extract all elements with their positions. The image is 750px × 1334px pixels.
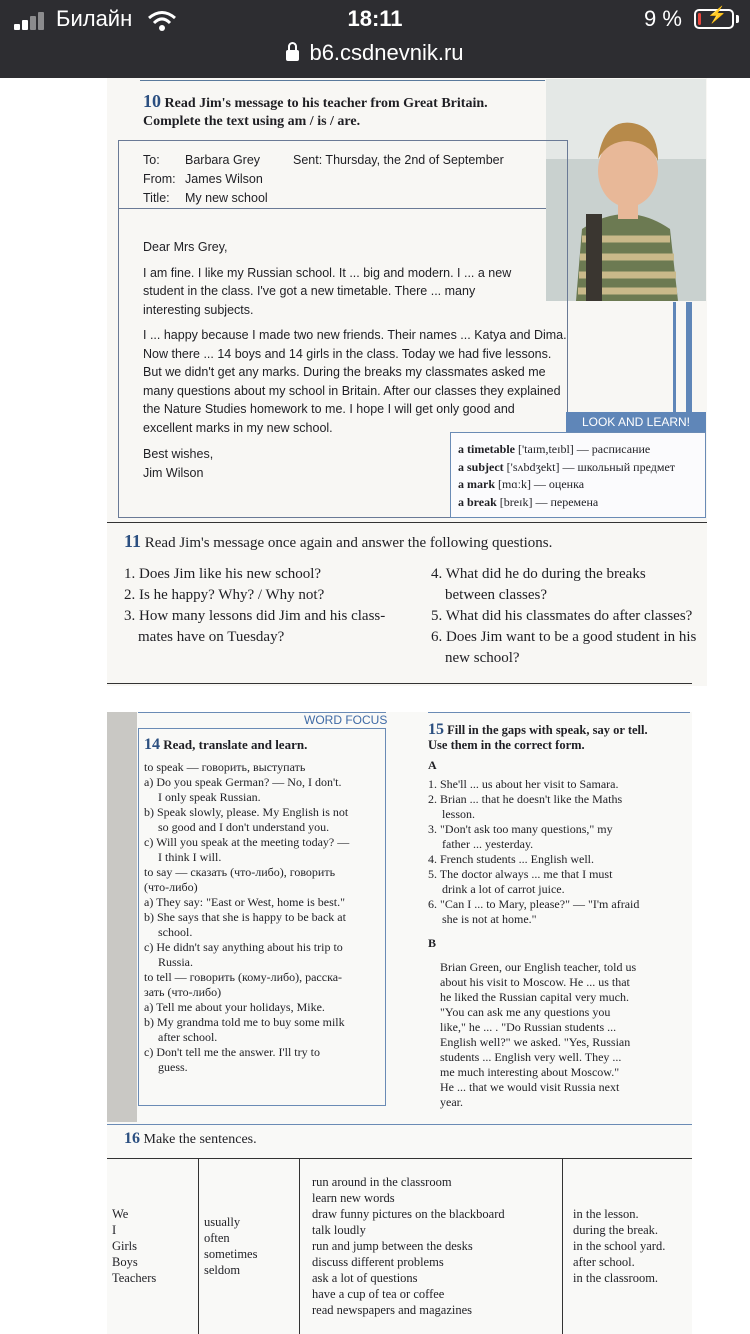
- ex15-title-line2: Use them in the correct form.: [428, 738, 585, 752]
- ex15-a-line: lesson.: [442, 807, 475, 821]
- ex14-line: (что-либо): [144, 880, 198, 894]
- frequency-item: usually: [204, 1215, 241, 1229]
- letter-line: I ... happy because I made two new friends. Their names ... Katya and Dima.: [143, 328, 567, 342]
- para2: [143, 326, 583, 437]
- subject-item: We: [112, 1207, 129, 1221]
- ex15-b-text: [440, 960, 685, 1110]
- place-item: in the classroom.: [573, 1271, 659, 1285]
- action-item: talk loudly: [312, 1223, 366, 1237]
- ex15-b-line: He ... that we would visit Russia next: [440, 1080, 620, 1094]
- email-header: [143, 151, 504, 208]
- vocab-word: a mark: [458, 477, 495, 491]
- ex14-line: to say — сказать (что-либо), говорить: [144, 865, 336, 879]
- question: 6. Does Jim want to be a good student in his: [431, 629, 697, 645]
- question: 1. Does Jim like his new school?: [124, 566, 322, 582]
- divider: [107, 1124, 692, 1125]
- ex11-instruction: [124, 532, 552, 552]
- ex15-number: 15: [428, 721, 444, 738]
- ex14-line: a) They say: "East or West, home is best.": [144, 895, 346, 909]
- ex14-line: so good and I don't understand you.: [158, 820, 330, 834]
- ex16-title-text: Make the sentences.: [143, 1132, 257, 1147]
- ex15-b-line: students ... English very well. They ...: [440, 1050, 622, 1064]
- charging-bolt-icon: ⚡: [707, 7, 727, 24]
- ex15-title-line1: Fill in the gaps with speak, say or tell.: [447, 723, 648, 737]
- vocab-entry: [458, 476, 675, 494]
- ex14-line: I only speak Russian.: [158, 790, 261, 804]
- action-item: discuss different problems: [312, 1255, 444, 1269]
- to-value: Barbara Grey: [185, 153, 261, 167]
- para1: [143, 264, 583, 320]
- ex16-number: 16: [124, 1130, 140, 1147]
- ex14-line: to tell — говорить (кому-либо), расска-: [144, 970, 343, 984]
- subjects-column: [107, 1158, 199, 1334]
- vocab-word: a subject: [458, 459, 504, 474]
- vocab-translation: ['sʌbdʒekt] — школьный предмет: [503, 459, 676, 474]
- subject-item: Girls: [112, 1239, 137, 1253]
- vocab-list: [458, 441, 675, 511]
- ex14-line: a) Do you speak German? — No, I don't.: [144, 775, 342, 789]
- frequency-item: often: [204, 1231, 230, 1245]
- ex15-b-line: me much interesting about Moscow.": [440, 1065, 620, 1079]
- vocab-translation: [breɪk] — перемена: [496, 494, 599, 509]
- ex14-line: school.: [158, 925, 193, 939]
- lock-icon: [286, 50, 299, 61]
- battery-cap: [736, 15, 739, 23]
- look-and-learn-title: LOOK AND LEARN!: [566, 412, 706, 432]
- from-value: James Wilson: [185, 172, 263, 186]
- ex14-line: after school.: [158, 1030, 218, 1044]
- letter-line: interesting subjects.: [143, 302, 254, 317]
- from-label: From:: [143, 172, 176, 186]
- letter-line: student in the class. I've got a new timetable. There ... many: [143, 284, 476, 298]
- ex14-line: a) Tell me about your holidays, Mike.: [144, 1000, 325, 1014]
- vocab-word: a break: [458, 494, 497, 509]
- ex11-questions-left: [124, 564, 414, 648]
- battery-percent: 9 %: [644, 6, 682, 31]
- greeting: Dear Mrs Grey,: [143, 240, 228, 254]
- ex14-line: b) My grandma told me to buy some milk: [144, 1015, 345, 1029]
- signature: Jim Wilson: [143, 465, 204, 480]
- carrier-name: Билайн: [56, 6, 133, 31]
- place-item: after school.: [573, 1255, 635, 1269]
- title-label: Title:: [143, 191, 170, 205]
- title-value: My new school: [185, 191, 268, 205]
- action-item: run and jump between the desks: [312, 1239, 473, 1253]
- decor-bar: [673, 302, 676, 412]
- letter-line: Now there ... 14 boys and 14 girls in the class. Today we had five lessons.: [143, 346, 552, 361]
- ex14-line: to speak — говорить, выступать: [144, 760, 306, 774]
- ex14-line: c) Will you speak at the meeting today? —: [144, 835, 350, 849]
- ex15-b-line: about his visit to Moscow. He ... us that: [440, 975, 630, 989]
- ex10-instruction: [143, 92, 488, 131]
- ex14-line: c) He didn't say anything about his trip to: [144, 940, 343, 954]
- place-item: in the school yard.: [573, 1239, 666, 1253]
- decor-bar: [686, 302, 692, 412]
- address-bar[interactable]: [0, 40, 750, 66]
- ex15-a-line: she is not at home.": [442, 912, 537, 926]
- ex14-line: b) She says that she is happy to be back at: [144, 910, 346, 924]
- ex15-a-line: 5. The doctor always ... me that I must: [428, 867, 613, 881]
- action-item: learn new words: [312, 1191, 395, 1205]
- ex14-line: guess.: [158, 1060, 188, 1074]
- ex15-a-line: 3. "Don't ask too many questions," my: [428, 822, 613, 836]
- ex15-b-line: Brian Green, our English teacher, told us: [440, 960, 637, 974]
- ex15-a-line: father ... yesterday.: [442, 837, 534, 851]
- vocab-entry: [458, 441, 675, 459]
- word-focus-label: WORD FOCUS: [304, 713, 388, 727]
- divider: [428, 712, 690, 713]
- question: new school?: [445, 650, 520, 666]
- ex10-number: 10: [143, 91, 161, 111]
- question: between classes?: [445, 587, 548, 603]
- url-text: b6.csdnevnik.ru: [309, 40, 464, 65]
- ex15-b-line: English well?" we asked. "Yes, Russian: [440, 1035, 631, 1049]
- frequency-item: sometimes: [204, 1247, 258, 1261]
- frequency-column: [199, 1158, 300, 1334]
- ex15-section-b: B: [428, 936, 437, 950]
- frequency-item: seldom: [204, 1263, 241, 1277]
- letter-line: I am fine. I like my Russian school. It ... big and modern. I ... a new: [143, 265, 512, 280]
- action-item: read newspapers and magazines: [312, 1303, 472, 1317]
- clock: 18:11: [347, 6, 403, 31]
- ex14-line: c) Don't tell me the answer. I'll try to: [144, 1045, 320, 1059]
- subject-item: I: [112, 1223, 117, 1237]
- ex14-line: b) Speak slowly, please. My English is not: [144, 805, 349, 819]
- vocab-entry: [458, 494, 675, 512]
- ex15-a-line: 2. Brian ... that he doesn't like the Maths: [428, 792, 623, 806]
- ex15-b-line: like," he ... . "Do Russian students ...: [440, 1020, 617, 1034]
- places-column: [563, 1158, 699, 1334]
- question: 4. What did he do during the breaks: [431, 566, 646, 582]
- ex15-section-a: A: [428, 758, 437, 772]
- ex14-line: Russia.: [158, 955, 194, 969]
- action-item: ask a lot of questions: [312, 1271, 418, 1285]
- subject-item: Teachers: [112, 1271, 157, 1285]
- ex10-instruction-line1: Read Jim's message to his teacher from Great Britain.: [164, 96, 488, 111]
- ex15-title: [428, 722, 648, 753]
- letter-line: the Nature Studies homework to me. I hope I will get only good and: [143, 402, 515, 416]
- action-item: have a cup of tea or coffee: [312, 1287, 445, 1301]
- divider: [107, 683, 692, 684]
- ex15-a-line: drink a lot of carrot juice.: [442, 882, 565, 896]
- ex11-questions-right: [431, 564, 706, 669]
- ex15-a-items: [428, 777, 690, 927]
- ex10-instruction-line2: Complete the text using am / is / are.: [143, 114, 361, 129]
- ex11-number: 11: [124, 531, 142, 551]
- question: mates have on Tuesday?: [138, 629, 285, 645]
- vocab-entry: [458, 459, 675, 477]
- ex15-a-line: 1. She'll ... us about her visit to Samara.: [428, 777, 619, 791]
- ex15-b-line: he liked the Russian capital very much.: [440, 990, 629, 1004]
- ex14-content: [144, 760, 382, 1075]
- question: 3. How many lessons did Jim and his class-: [124, 608, 386, 624]
- divider: [118, 208, 546, 209]
- subject-item: Boys: [112, 1255, 138, 1269]
- divider: [107, 522, 707, 523]
- question: 2. Is he happy? Why? / Why not?: [124, 587, 325, 603]
- battery-level: [698, 13, 701, 25]
- letter-line: But we didn't get any marks. During the breaks my classmates asked me: [143, 365, 546, 379]
- ex15-a-line: 4. French students ... English well.: [428, 852, 594, 866]
- ex14-number: 14: [144, 736, 160, 753]
- ex14-title: [144, 736, 307, 754]
- letter-line: many questions about my school in Britain. After our classes they explained: [143, 383, 561, 398]
- ex14-title-text: Read, translate and learn.: [163, 737, 308, 752]
- action-item: draw funny pictures on the blackboard: [312, 1207, 505, 1221]
- ex11-instruction-text: Read Jim's message once again and answer the following questions.: [144, 535, 553, 551]
- actions-column: [300, 1158, 563, 1334]
- vocab-word: a timetable: [458, 442, 515, 456]
- page-shadow: [107, 712, 137, 1122]
- vocab-translation: [mɑːk] — оценка: [495, 477, 585, 491]
- sent-date: Sent: Thursday, the 2nd of September: [293, 153, 504, 167]
- status-bar: [0, 0, 750, 78]
- place-item: during the break.: [573, 1223, 659, 1237]
- closing: Best wishes,: [143, 447, 214, 461]
- ex14-line: зать (что-либо): [144, 985, 222, 999]
- action-item: run around in the classroom: [312, 1175, 452, 1189]
- ex15-a-line: 6. "Can I ... to Mary, please?" — "I'm afraid: [428, 897, 640, 911]
- ex15-b-line: "You can ask me any questions you: [440, 1005, 611, 1019]
- ex15-b-line: year.: [440, 1095, 463, 1109]
- vocab-translation: ['taɪm,teɪbl] — расписание: [514, 442, 651, 456]
- ex14-line: I think I will.: [158, 850, 222, 864]
- letter-line: excellent marks in my new school.: [143, 420, 333, 435]
- sentence-table: [107, 1158, 698, 1334]
- question: 5. What did his classmates do after classes?: [431, 608, 693, 624]
- to-label: To:: [143, 153, 160, 167]
- place-item: in the lesson.: [573, 1207, 639, 1221]
- divider: [140, 80, 545, 81]
- ex16-title: [124, 1130, 257, 1149]
